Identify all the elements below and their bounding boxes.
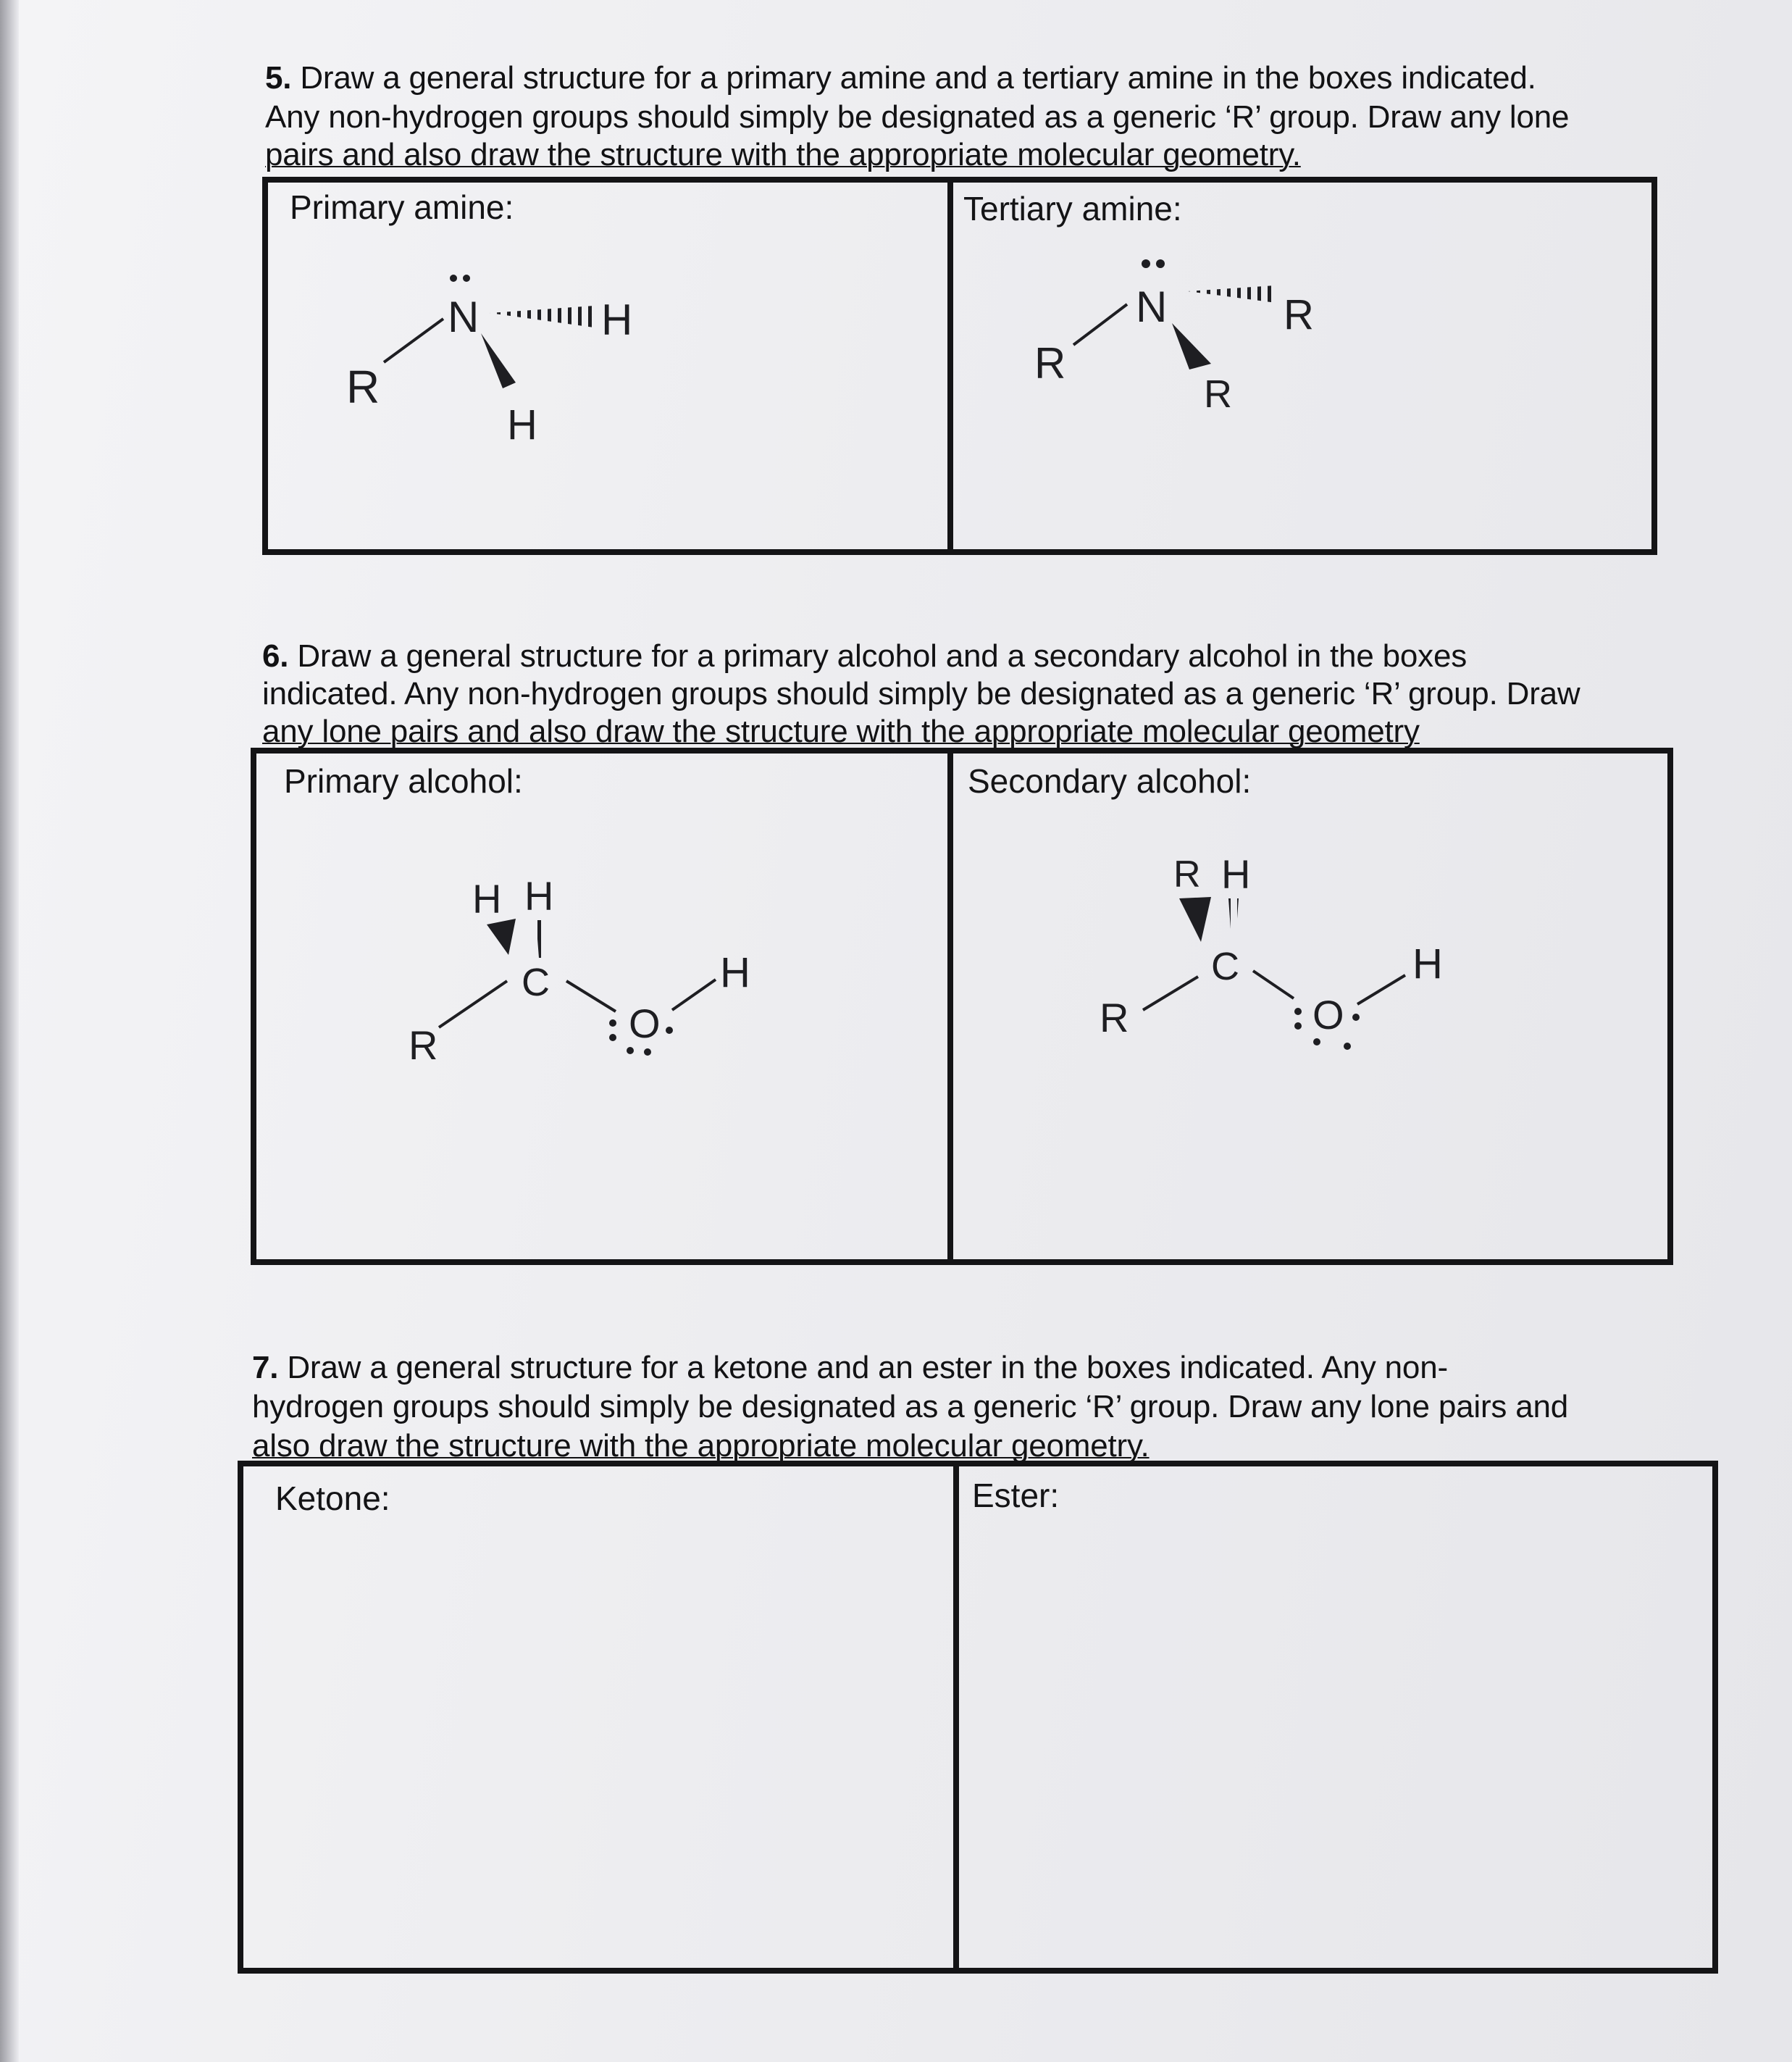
hashed-bond bbox=[1188, 285, 1276, 303]
r-n-bond bbox=[1073, 304, 1127, 345]
question-5-line-1: 5. Draw a general structure for a primary amine and a tertiary amine in the boxes indicated. bbox=[265, 60, 1536, 96]
hashed-r-group-label: R bbox=[1284, 291, 1314, 338]
ester-label: Ester: bbox=[972, 1477, 1060, 1514]
hashed-bond bbox=[1228, 898, 1239, 939]
wedged-r-group-label: R bbox=[1204, 372, 1232, 416]
r-c-bond bbox=[1143, 977, 1198, 1010]
nitrogen-lone-pair bbox=[1142, 259, 1165, 268]
question-6-line-1: 6. Draw a general structure for a primary alcohol and a secondary alcohol in the boxes bbox=[262, 638, 1467, 674]
r-n-bond bbox=[384, 319, 443, 362]
wedged-hydrogen-label: H bbox=[507, 401, 537, 448]
wedged-bond bbox=[481, 333, 516, 388]
hashed-bond bbox=[490, 306, 594, 327]
secondary-alcohol-label: Secondary alcohol: bbox=[968, 762, 1252, 800]
wedged-r-group-label: R bbox=[1173, 853, 1201, 896]
r-group-label: R bbox=[1100, 995, 1129, 1040]
hashed-hydrogen-label: H bbox=[601, 296, 633, 344]
r-c-bond bbox=[439, 981, 507, 1027]
question-6-line-3: any lone pairs and also draw the structure with the appropriate molecular geometry bbox=[262, 714, 1420, 749]
tertiary-amine-label: Tertiary amine: bbox=[963, 190, 1182, 228]
ketone-label: Ketone: bbox=[275, 1479, 390, 1517]
wedged-bond bbox=[1179, 897, 1211, 942]
amine-nitrogen-label: N bbox=[448, 293, 480, 341]
hydroxyl-hydrogen-label: H bbox=[720, 949, 750, 996]
hashed-hydrogen-label: H bbox=[524, 873, 554, 919]
question-7-line-1: 7. Draw a general structure for a ketone and an ester in the boxes indicated. Any non- bbox=[252, 1350, 1448, 1385]
question-6-line-2: indicated. Any non-hydrogen groups should simply be designated as a generic ‘R’ group. Draw bbox=[262, 676, 1580, 711]
oxygen-label: O bbox=[629, 1001, 661, 1046]
primary-amine-drawing bbox=[346, 275, 632, 448]
oxygen-label: O bbox=[1312, 992, 1344, 1038]
o-h-bond bbox=[1357, 975, 1405, 1004]
hashed-hydrogen-label: H bbox=[1221, 851, 1251, 897]
o-h-bond bbox=[672, 980, 716, 1010]
wedged-bond bbox=[487, 919, 516, 955]
question-7-line-3: also draw the structure with the appropriate molecular geometry. bbox=[252, 1428, 1150, 1464]
secondary-alcohol-drawing bbox=[1100, 851, 1443, 1050]
primary-alcohol-drawing bbox=[409, 873, 750, 1068]
c-o-bond bbox=[566, 981, 616, 1011]
question-7-line-2: hydrogen groups should simply be designated as a generic ‘R’ group. Draw any lone pairs and bbox=[252, 1389, 1569, 1424]
tertiary-amine-drawing bbox=[1034, 259, 1314, 416]
wedged-hydrogen-label: H bbox=[472, 876, 502, 922]
question-5-line-3: pairs and also draw the structure with the appropriate molecular geometry. bbox=[265, 137, 1301, 172]
hashed-bond bbox=[536, 920, 546, 958]
c-o-bond bbox=[1253, 971, 1294, 998]
primary-amine-label: Primary amine: bbox=[290, 188, 514, 226]
hydroxyl-hydrogen-label: H bbox=[1412, 940, 1443, 988]
carbon-label: C bbox=[522, 961, 550, 1004]
r-group-label: R bbox=[346, 361, 380, 413]
primary-alcohol-label: Primary alcohol: bbox=[284, 762, 523, 800]
wedged-bond bbox=[1172, 323, 1211, 370]
carbon-label: C bbox=[1211, 945, 1239, 988]
amine-nitrogen-label: N bbox=[1136, 283, 1168, 331]
r-group-left-label: R bbox=[1034, 339, 1066, 388]
question-5-line-2: Any non-hydrogen groups should simply be designated as a generic ‘R’ group. Draw any lone bbox=[265, 99, 1570, 135]
nitrogen-lone-pair bbox=[450, 275, 470, 282]
r-group-label: R bbox=[409, 1022, 438, 1068]
